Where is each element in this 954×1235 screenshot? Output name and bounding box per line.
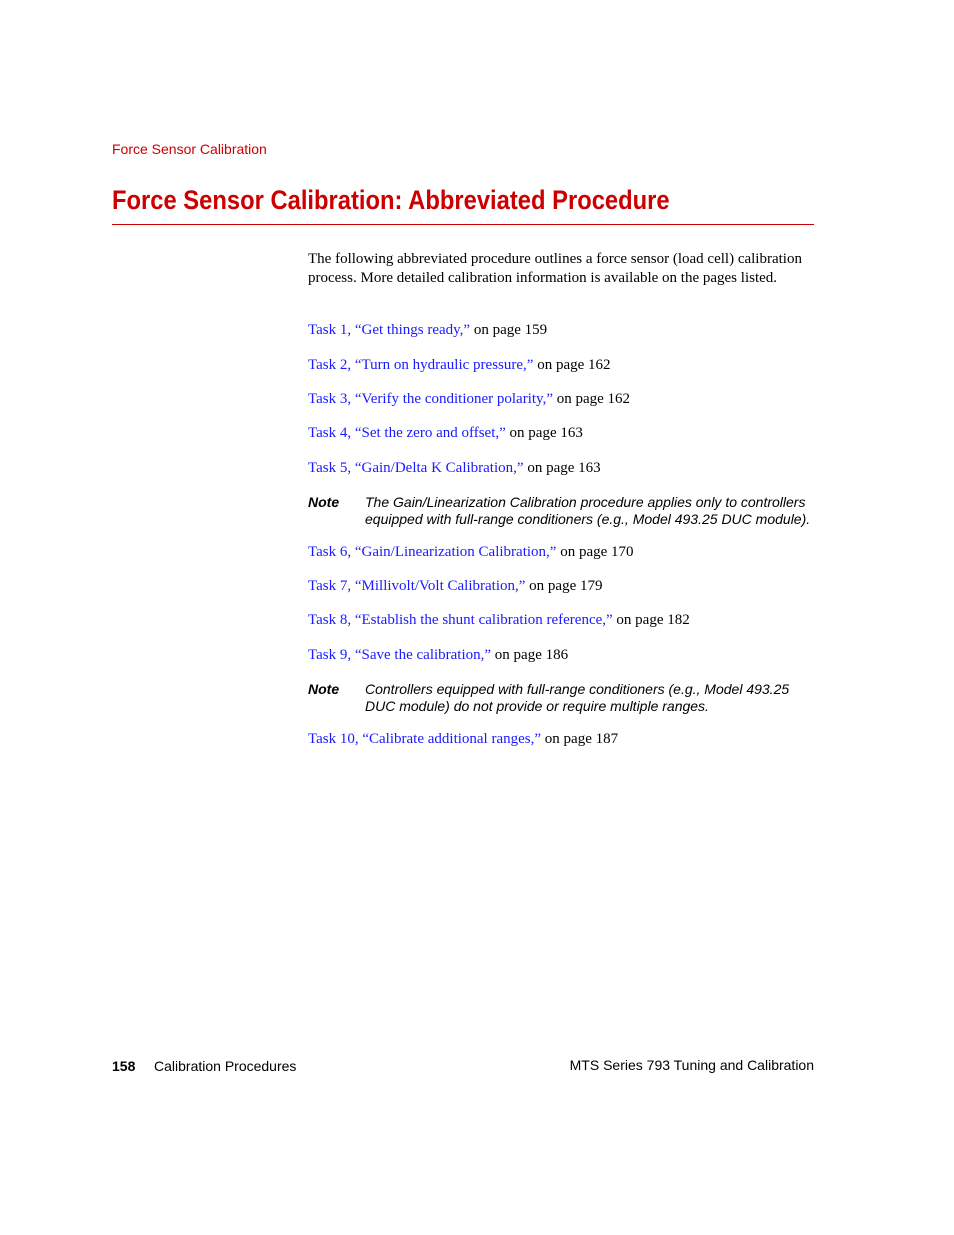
page-title: Force Sensor Calibration: Abbreviated Procedure [112, 185, 670, 215]
task-xref-5 [308, 459, 601, 478]
task-6-link[interactable]: Task 6, “Gain/Linearization Calibration,” [308, 544, 557, 560]
task-8-page-ref: on page 182 [612, 612, 690, 628]
note-label: Note [308, 494, 340, 510]
task-3-link[interactable]: Task 3, “Verify the conditioner polarity,” [308, 391, 553, 407]
task-xref-1 [308, 321, 547, 340]
task-xref-6 [308, 543, 634, 562]
intro-paragraph: The following abbreviated procedure outlines a force sensor (load cell) calibration process. More detailed calibration information is available on the pages listed. [308, 251, 802, 286]
note-text: Controllers equipped with full-range conditioners (e.g., Model 493.25 DUC module) do not provide or require multiple ranges. [365, 681, 790, 714]
task-xref-7 [308, 577, 602, 596]
body-column [308, 250, 814, 747]
page-number: 158 [112, 1058, 136, 1074]
task-xref-9 [308, 646, 568, 665]
task-1-link[interactable]: Task 1, “Get things ready,” [308, 322, 471, 338]
running-head: Force Sensor Calibration [112, 141, 267, 157]
task-8-link[interactable]: Task 8, “Establish the shunt calibration reference,” [308, 612, 613, 628]
task-5-link[interactable]: Task 5, “Gain/Delta K Calibration,” [308, 460, 524, 476]
task-7-link[interactable]: Task 7, “Millivolt/Volt Calibration,” [308, 578, 526, 594]
task-2-link[interactable]: Task 2, “Turn on hydraulic pressure,” [308, 357, 534, 373]
task-6-page-ref: on page 170 [556, 544, 634, 560]
note-label: Note [308, 681, 340, 697]
task-xref-8 [308, 611, 690, 630]
task-1-page-ref: on page 159 [470, 322, 548, 338]
task-9-page-ref: on page 186 [491, 647, 569, 663]
task-5-page-ref: on page 163 [523, 460, 601, 476]
task-10-page-ref: on page 187 [541, 731, 619, 747]
task-3-page-ref: on page 162 [552, 391, 631, 407]
task-xref-4 [308, 424, 583, 443]
task-4-page-ref: on page 163 [505, 425, 583, 441]
task-2-page-ref: on page 162 [533, 357, 611, 373]
task-4-link[interactable]: Task 4, “Set the zero and offset,” [308, 425, 506, 441]
footer-book-title: MTS Series 793 Tuning and Calibration [569, 1057, 814, 1073]
task-7-page-ref: on page 179 [525, 578, 603, 594]
task-9-link[interactable]: Task 9, “Save the calibration,” [308, 647, 492, 663]
note-text: The Gain/Linearization Calibration procedure applies only to controllers equipped with full-range conditioners (e.g., Model 493.25 DUC module). [365, 494, 811, 527]
footer-section-title: Calibration Procedures [154, 1058, 297, 1074]
note-multiple-ranges [308, 681, 814, 715]
title-rule [112, 224, 814, 225]
task-10-link[interactable]: Task 10, “Calibrate additional ranges,” [308, 731, 542, 747]
task-xref-2 [308, 356, 611, 375]
note-gain-linearization [308, 494, 814, 528]
task-xref-10 [308, 730, 618, 749]
task-xref-3 [308, 390, 630, 409]
